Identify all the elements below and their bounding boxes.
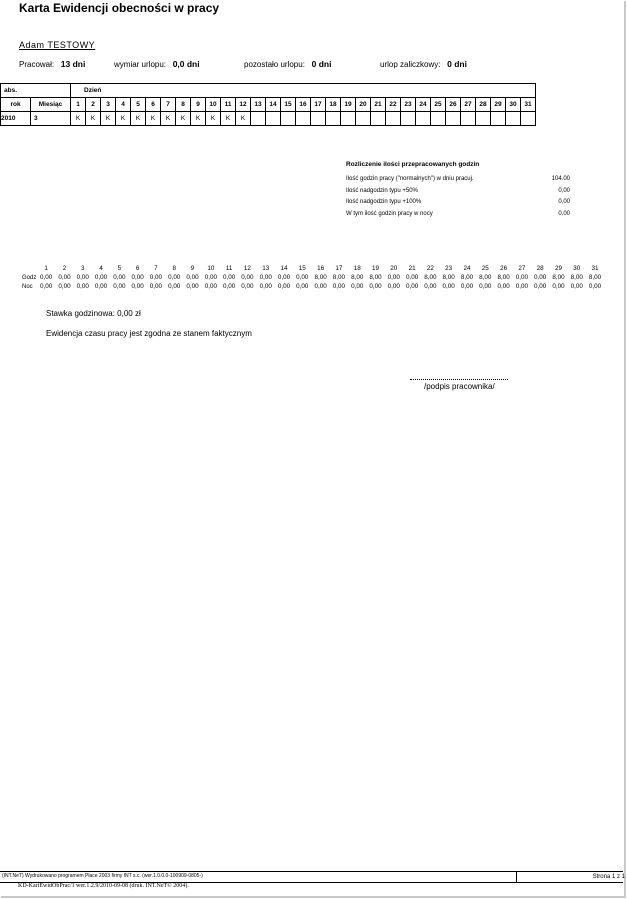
night-hours-cell: 0,00 <box>424 283 437 290</box>
hours-day-number: 2 <box>62 265 67 272</box>
day-number: 15 <box>281 98 296 112</box>
advance-label: urlop zaliczkowy: <box>380 60 441 69</box>
settlement-row <box>346 211 570 223</box>
day-hours-cell: 0,00 <box>40 274 53 281</box>
day-hours-cell: 0,00 <box>131 274 144 281</box>
hours-day-number: 15 <box>298 265 306 272</box>
night-hours-cell: 0,00 <box>168 283 181 290</box>
settlement-row <box>346 188 570 200</box>
hours-day-number: 21 <box>408 265 416 272</box>
month-header: Miesiąc <box>31 98 71 112</box>
hourly-rate: Stawka godzinowa: 0,00 zł <box>46 309 141 318</box>
day-hours-cell: 8,00 <box>442 274 455 281</box>
hours-day-number: 10 <box>207 265 215 272</box>
day-hours-cell: 0,00 <box>241 274 254 281</box>
attendance-header-row <box>1 84 536 98</box>
day-hours-cell: 0,00 <box>387 274 400 281</box>
day-number: 22 <box>386 98 401 112</box>
hours-day-row <box>22 273 604 282</box>
night-hours-cell: 0,00 <box>241 283 254 290</box>
day-hours-cell: 0,00 <box>113 274 126 281</box>
day-hours-cell: 0,00 <box>94 274 108 281</box>
night-hours-cell: 0,00 <box>387 283 400 290</box>
day-hours-cell: 8,00 <box>424 274 437 281</box>
attendance-mark: K <box>221 112 236 126</box>
settlement-label: Ilość nadgodzin typu +50% <box>346 187 418 194</box>
day-number: 5 <box>131 98 146 112</box>
day-hours-label: Godz <box>22 274 37 281</box>
day-number: 11 <box>221 98 236 112</box>
day-number: 24 <box>416 98 431 112</box>
day-hours-cell: 0,00 <box>259 274 272 281</box>
day-hours-cell: 0,00 <box>296 274 309 281</box>
page-frame <box>1 1 626 898</box>
hours-day-number: 22 <box>426 265 434 272</box>
attendance-mark: K <box>101 112 116 126</box>
day-number: 7 <box>161 98 176 112</box>
attendance-mark <box>506 112 521 126</box>
day-number: 6 <box>146 98 161 112</box>
print-footer <box>0 871 623 883</box>
hours-day-number: 4 <box>99 265 103 272</box>
hours-day-number: 28 <box>536 265 544 272</box>
night-hours-cell: 0,00 <box>277 283 291 290</box>
worked-value: 13 dni <box>60 59 86 69</box>
night-hours-cell: 0,00 <box>405 283 419 290</box>
advance-value: 0 dni <box>447 59 467 69</box>
day-number: 4 <box>116 98 131 112</box>
night-hours-cell: 0,00 <box>332 283 346 290</box>
hours-days-row <box>22 264 604 273</box>
attendance-mark: K <box>146 112 161 126</box>
attendance-mark <box>521 112 536 126</box>
attendance-mark <box>461 112 476 126</box>
settlement-row <box>346 176 570 188</box>
day-number: 26 <box>446 98 461 112</box>
hours-day-number: 11 <box>225 265 233 272</box>
attendance-mark <box>356 112 371 126</box>
day-hours-cell: 0,00 <box>168 274 181 281</box>
day-hours-cell: 0,00 <box>515 274 528 281</box>
day-number: 12 <box>236 98 251 112</box>
signature-label: /podpis pracownika/ <box>424 382 495 391</box>
day-number: 19 <box>341 98 356 112</box>
hours-day-number: 16 <box>317 265 325 272</box>
day-number: 28 <box>476 98 491 112</box>
hours-day-number: 19 <box>371 265 379 272</box>
abs-header: abs. <box>1 84 71 98</box>
day-number: 29 <box>491 98 506 112</box>
advance-summary <box>380 59 467 69</box>
night-hours-cell: 0,00 <box>131 283 144 290</box>
day-hours-cell: 0,00 <box>149 274 163 281</box>
page-number: Strona 1 z 1 <box>516 872 625 882</box>
hours-day-number: 9 <box>190 265 195 272</box>
night-hours-cell: 0,00 <box>113 283 126 290</box>
settlement-label: W tym ilość godzin pracy w nocy <box>346 210 433 217</box>
day-number: 9 <box>191 98 206 112</box>
attendance-days-row <box>1 98 536 112</box>
day-number: 1 <box>71 98 86 112</box>
day-hours-cell: 8,00 <box>552 274 565 281</box>
settlement-value: 0,00 <box>558 210 570 217</box>
attendance-mark <box>446 112 461 126</box>
hours-day-number: 12 <box>243 265 251 272</box>
attendance-mark: K <box>206 112 221 126</box>
month-cell: 3 <box>31 112 71 126</box>
hours-day-number: 17 <box>335 265 343 272</box>
day-hours-cell: 8,00 <box>588 274 602 281</box>
night-hours-cell: 0,00 <box>58 283 71 290</box>
report-id: KD-KartEwidObPrac/1 wer.1.2.9/2010-09-08 (druk. INT.NeT© 2004). <box>18 883 189 889</box>
attendance-table <box>0 83 536 126</box>
night-hours-cell: 0,00 <box>552 283 565 290</box>
attendance-mark <box>251 112 266 126</box>
night-hours-cell: 0,00 <box>588 283 602 290</box>
attendance-mark <box>476 112 491 126</box>
night-hours-cell: 0,00 <box>515 283 528 290</box>
attendance-mark: K <box>71 112 86 126</box>
remaining-summary <box>244 59 331 69</box>
hours-settlement <box>346 161 570 222</box>
day-hours-cell: 8,00 <box>369 274 382 281</box>
night-hours-cell: 0,00 <box>186 283 199 290</box>
day-number: 14 <box>266 98 281 112</box>
hours-day-number: 1 <box>44 265 48 272</box>
hours-day-number: 8 <box>172 265 176 272</box>
night-hours-cell: 0,00 <box>296 283 309 290</box>
attendance-mark: K <box>176 112 191 126</box>
night-hours-cell: 0,00 <box>314 283 327 290</box>
night-hours-cell: 0,00 <box>94 283 108 290</box>
attendance-mark <box>266 112 281 126</box>
day-number: 13 <box>251 98 266 112</box>
hours-day-number: 13 <box>262 265 270 272</box>
hours-day-number: 14 <box>280 265 288 272</box>
worked-label: Pracował: <box>19 60 55 69</box>
hours-day-number: 23 <box>445 265 453 272</box>
day-number: 23 <box>401 98 416 112</box>
attendance-mark: K <box>116 112 131 126</box>
day-hours-cell: 0,00 <box>204 274 217 281</box>
day-hours-cell: 0,00 <box>405 274 419 281</box>
employee-name: Adam TESTOWY <box>19 40 96 50</box>
attendance-mark <box>311 112 326 126</box>
daily-hours-table <box>22 264 604 291</box>
attendance-mark: K <box>161 112 176 126</box>
night-hours-label: Noc <box>22 283 33 290</box>
day-header: Dzień <box>71 84 536 98</box>
hours-day-number: 18 <box>353 265 361 272</box>
day-hours-cell: 8,00 <box>332 274 346 281</box>
hours-day-number: 27 <box>518 265 526 272</box>
hours-day-number: 24 <box>463 265 471 272</box>
settlement-row <box>346 199 570 211</box>
attendance-mark <box>416 112 431 126</box>
attendance-mark <box>491 112 506 126</box>
day-hours-cell: 0,00 <box>186 274 199 281</box>
day-number: 10 <box>206 98 221 112</box>
day-hours-cell: 8,00 <box>497 274 510 281</box>
day-number: 30 <box>506 98 521 112</box>
day-number: 16 <box>296 98 311 112</box>
day-hours-cell: 0,00 <box>58 274 71 281</box>
day-number: 21 <box>371 98 386 112</box>
night-hours-cell: 0,00 <box>76 283 89 290</box>
attendance-mark <box>431 112 446 126</box>
hours-day-number: 31 <box>591 265 599 272</box>
night-hours-cell: 0,00 <box>40 283 53 290</box>
night-hours-cell: 0,00 <box>369 283 382 290</box>
attendance-mark <box>341 112 356 126</box>
settlement-label: Ilość godzin pracy ("normalnych") w dniu pracuj. <box>346 176 474 182</box>
year-cell: 2010 <box>1 112 31 126</box>
night-hours-cell: 0,00 <box>442 283 455 290</box>
attendance-mark <box>371 112 386 126</box>
day-number: 25 <box>431 98 446 112</box>
night-hours-cell: 0,00 <box>259 283 272 290</box>
day-hours-cell: 0,00 <box>76 274 89 281</box>
day-hours-cell: 8,00 <box>351 274 364 281</box>
hours-day-number: 7 <box>154 265 158 272</box>
settlement-label: Ilość nadgodzin typu +100% <box>346 199 422 205</box>
day-number: 18 <box>326 98 341 112</box>
day-number: 31 <box>521 98 536 112</box>
day-hours-cell: 8,00 <box>479 274 492 281</box>
day-hours-cell: 8,00 <box>314 274 327 281</box>
attendance-mark: K <box>191 112 206 126</box>
night-hours-cell: 0,00 <box>222 283 236 290</box>
day-number: 27 <box>461 98 476 112</box>
hours-night-row <box>22 282 604 291</box>
signature-line <box>410 379 508 380</box>
day-number: 2 <box>86 98 101 112</box>
settlement-value: 104.00 <box>551 176 570 182</box>
hours-day-number: 25 <box>481 265 489 272</box>
hours-day-number: 20 <box>390 265 398 272</box>
attendance-mark <box>281 112 296 126</box>
worked-summary <box>19 59 85 69</box>
day-hours-cell: 0,00 <box>534 274 547 281</box>
page-title: Karta Ewidencji obecności w pracy <box>19 1 220 15</box>
night-hours-cell: 0,00 <box>460 283 474 290</box>
night-hours-cell: 0,00 <box>479 283 492 290</box>
day-hours-cell: 8,00 <box>460 274 474 281</box>
hours-day-number: 5 <box>117 265 122 272</box>
attendance-mark <box>386 112 401 126</box>
night-hours-cell: 0,00 <box>351 283 364 290</box>
night-hours-cell: 0,00 <box>497 283 510 290</box>
attendance-mark: K <box>236 112 251 126</box>
remaining-label: pozostało urlopu: <box>244 60 305 69</box>
attendance-mark <box>401 112 416 126</box>
rok-header: rok <box>1 98 31 112</box>
night-hours-cell: 0,00 <box>149 283 163 290</box>
attendance-mark: K <box>131 112 146 126</box>
attendance-mark <box>326 112 341 126</box>
day-number: 8 <box>176 98 191 112</box>
settlement-title: Rozliczenie ilości przepracowanych godzin <box>346 161 480 168</box>
hours-day-number: 6 <box>135 265 140 272</box>
leave-value: 0,0 dni <box>172 59 200 69</box>
hours-day-number: 3 <box>80 265 85 272</box>
leave-summary <box>114 59 200 69</box>
hours-day-number: 26 <box>500 265 508 272</box>
settlement-value: 0,00 <box>558 187 570 194</box>
day-number: 17 <box>311 98 326 112</box>
night-hours-cell: 0,00 <box>204 283 217 290</box>
remaining-value: 0 dni <box>311 59 332 69</box>
day-number: 3 <box>101 98 116 112</box>
attendance-marks-row <box>1 112 536 126</box>
settlement-value: 0,00 <box>558 199 570 205</box>
attendance-mark: K <box>86 112 101 126</box>
printed-by: (INT.NeT) Wydrukowano programem Płace 2003 firmy INT s.c. (wer.1.0.0.0-100909-0805-) <box>2 873 203 879</box>
day-number: 20 <box>356 98 371 112</box>
attendance-mark <box>296 112 311 126</box>
night-hours-cell: 0,00 <box>570 283 583 290</box>
hours-day-number: 30 <box>573 265 581 272</box>
day-hours-cell: 0,00 <box>222 274 236 281</box>
day-hours-cell: 8,00 <box>570 274 583 281</box>
hours-day-number: 29 <box>554 265 562 272</box>
leave-label: wymiar urlopu: <box>114 60 167 69</box>
conformity-statement: Ewidencja czasu pracy jest zgodna ze stanem faktycznym <box>46 329 252 338</box>
day-hours-cell: 0,00 <box>277 274 291 281</box>
night-hours-cell: 0,00 <box>534 283 547 290</box>
